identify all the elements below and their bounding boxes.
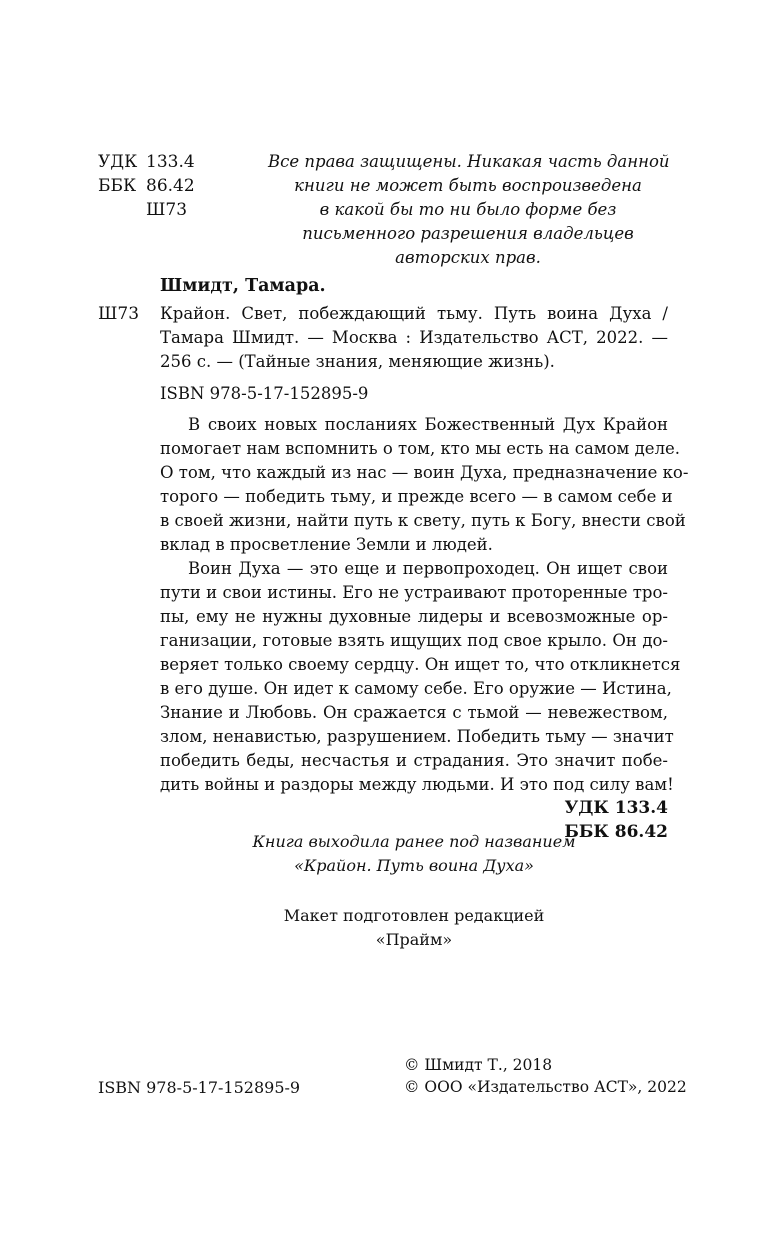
rights-line: авторских прав. xyxy=(395,248,541,267)
annotation-line: Воин Духа — это еще и первопроходец. Он ищет свои xyxy=(188,559,668,578)
annotation-line: О том, что каждый из нас — воин Духа, предназначение ко- xyxy=(160,463,689,482)
rights-line: книги не может быть воспроизведена xyxy=(294,176,642,195)
classification-block xyxy=(98,150,195,222)
copyright-line: © Шмидт Т., 2018 xyxy=(404,1056,553,1074)
bibliographic-record xyxy=(160,302,668,374)
isbn-footer: ISBN 978-5-17-152895-9 xyxy=(98,1078,301,1097)
bbk-row xyxy=(98,174,195,198)
annotation-line: Знание и Любовь. Он сражается с тьмой — невежеством, xyxy=(160,703,668,722)
biblio-line: 256 с. — (Тайные знания, меняющие жизнь). xyxy=(160,352,555,371)
annotation-line: в его душе. Он идет к самому себе. Его оружие — Истина, xyxy=(160,679,672,698)
annotation-line: в своей жизни, найти путь к свету, путь к Богу, внести свой xyxy=(160,511,686,530)
annotation-line: победить беды, несчастья и страдания. Это значит побе- xyxy=(160,751,668,770)
previous-edition-line: «Крайон. Путь воина Духа» xyxy=(294,856,534,875)
author-mark: Ш73 xyxy=(146,200,188,220)
annotation-line: дить войны и раздоры между людьми. И это под силу вам! xyxy=(160,775,674,794)
udk-label: УДК xyxy=(98,152,138,172)
footer-udk: УДК 133.4 xyxy=(564,798,668,818)
layout-note-line: Макет подготовлен редакцией xyxy=(283,906,545,925)
bbk-value: 86.42 xyxy=(146,176,195,196)
annotation-line: ганизации, готовые взять ищущих под свое крыло. Он до- xyxy=(160,631,668,650)
udk-row xyxy=(98,150,195,174)
annotation-line: пы, ему не нужны духовные лидеры и всевозможные ор- xyxy=(160,607,668,626)
annotation-line: пути и свои истины. Его не устраивают проторенные тро- xyxy=(160,583,668,602)
footer-bbk: ББК 86.42 xyxy=(564,822,668,842)
catalog-code: Ш73 xyxy=(98,304,140,324)
annotation-line: вклад в просветление Земли и людей. xyxy=(160,535,493,554)
annotation-line: помогает нам вспомнить о том, кто мы есть на самом деле. xyxy=(160,439,681,458)
rights-notice xyxy=(268,150,668,270)
rights-line: Все права защищены. Никакая часть данной xyxy=(268,152,670,171)
isbn-record: ISBN 978-5-17-152895-9 xyxy=(160,384,369,403)
layout-note xyxy=(160,904,668,952)
biblio-line: Тамара Шмидт. — Москва : Издательство АСТ, 2022. — xyxy=(160,328,668,347)
annotation xyxy=(160,413,689,797)
biblio-line: Крайон. Свет, побеждающий тьму. Путь воина Духа / xyxy=(160,304,668,323)
author-heading: Шмидт, Тамара. xyxy=(160,276,326,296)
annotation-line: злом, ненавистью, разрушением. Победить тьму — значит xyxy=(160,727,674,746)
udk-value: 133.4 xyxy=(146,152,195,172)
author-mark-row xyxy=(98,198,195,222)
annotation-line: веряет только своему сердцу. Он ищет то, что откликнется xyxy=(160,655,681,674)
annotation-line: В своих новых посланиях Божественный Дух Крайон xyxy=(188,415,668,434)
annotation-line: торого — победить тьму, и прежде всего — в самом себе и xyxy=(160,487,673,506)
copyright-block xyxy=(404,1054,687,1098)
rights-line: в какой бы то ни было форме без xyxy=(319,200,617,219)
copyright-line: © ООО «Издательство АСТ», 2022 xyxy=(404,1078,687,1096)
bbk-label: ББК xyxy=(98,176,137,196)
layout-note-line: «Прайм» xyxy=(375,930,453,949)
previous-edition-note xyxy=(160,830,668,878)
rights-line: письменного разрешения владельцев xyxy=(302,224,634,243)
previous-edition-line: Книга выходила ранее под названием xyxy=(252,832,576,851)
